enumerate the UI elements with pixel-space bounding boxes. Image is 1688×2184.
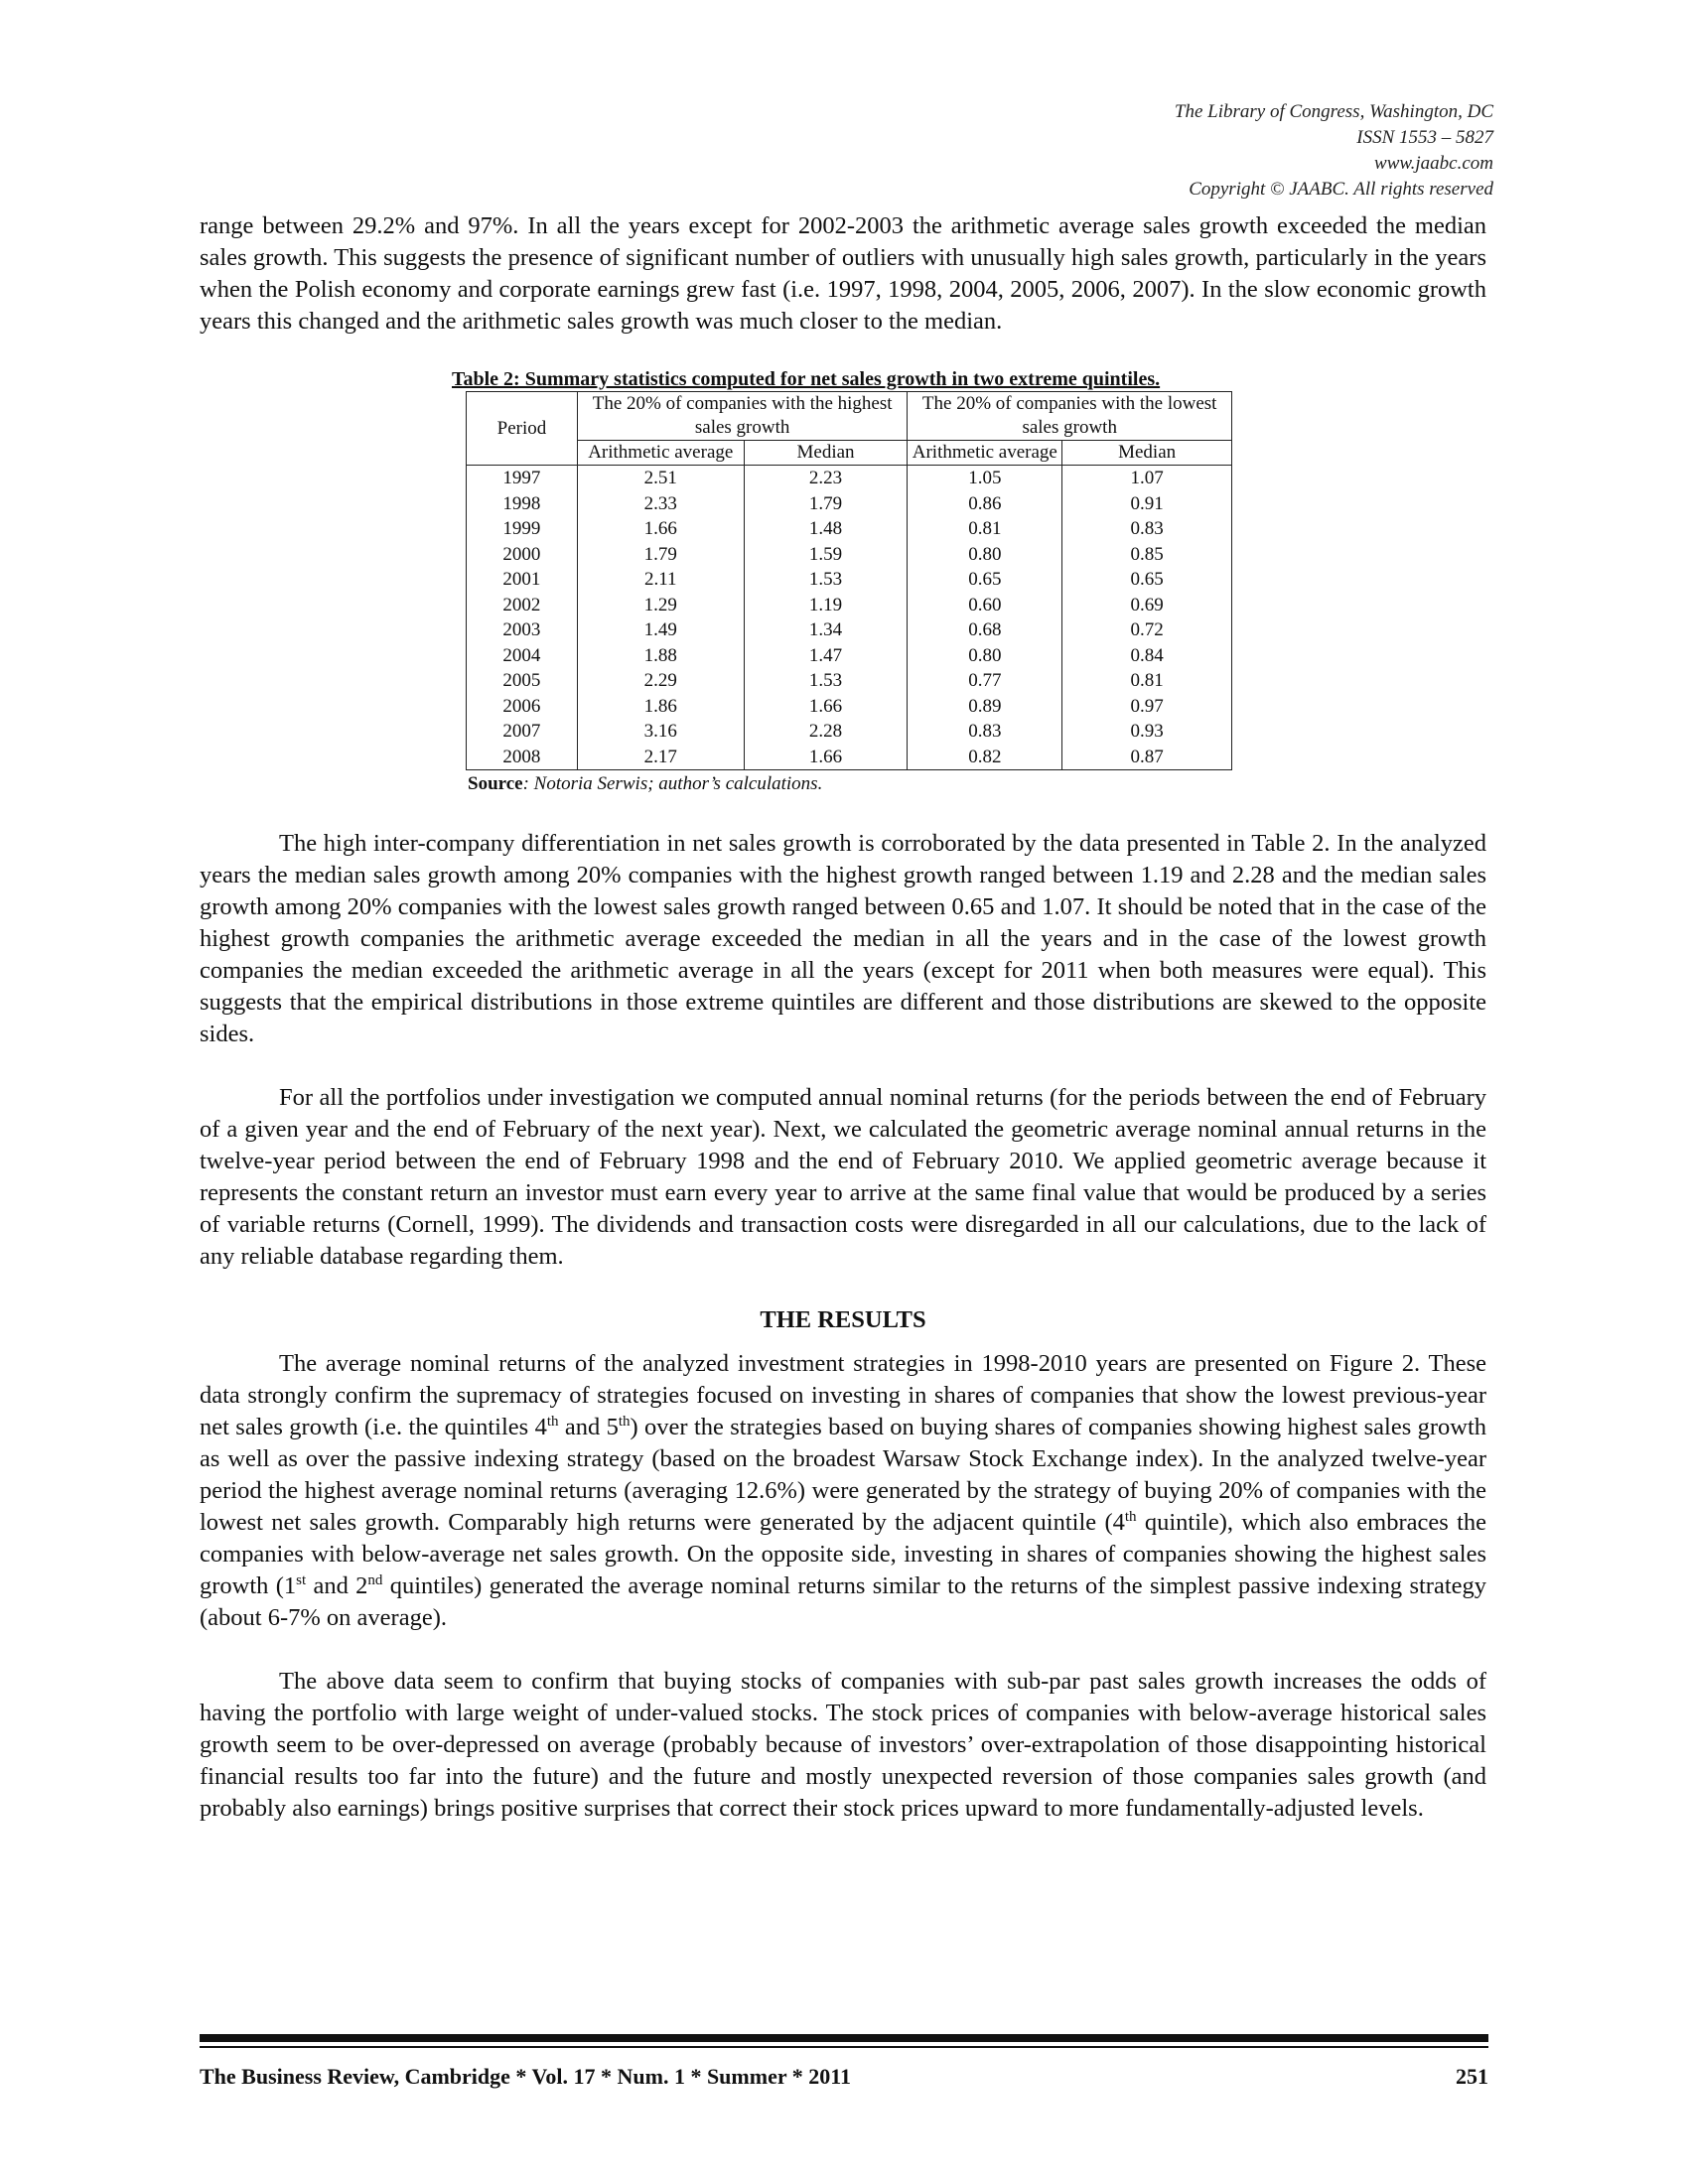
cell-high-arithmetic: 1.66 (577, 516, 744, 542)
superscript-ordinal: st (296, 1571, 307, 1588)
results-text-f: quintiles) generated the average nominal returns similar to the returns of the simplest passive indexing strategy (about 6-7% on average). (200, 1572, 1487, 1631)
cell-period: 2008 (467, 745, 578, 770)
cell-high-median: 1.66 (744, 745, 908, 770)
header-issn-line: ISSN 1553 – 5827 (1356, 127, 1493, 148)
table-row (467, 542, 1232, 568)
cell-low-median: 0.65 (1062, 567, 1232, 593)
footer-rule-thin (200, 2046, 1488, 2048)
cell-low-median: 0.69 (1062, 593, 1232, 618)
results-text-b: and 5 (558, 1414, 619, 1440)
page-number: 251 (1456, 2064, 1488, 2089)
paragraph-results (200, 1348, 1486, 1634)
cell-low-median: 0.97 (1062, 694, 1232, 720)
table-row (467, 516, 1232, 542)
cell-low-median: 0.85 (1062, 542, 1232, 568)
header-highest-growth-group: The 20% of companies with the highest sales growth (577, 392, 908, 441)
source-label: Source (468, 773, 523, 794)
cell-low-arithmetic: 0.81 (908, 516, 1062, 542)
table-caption: Table 2: Summary statistics computed for net sales growth in two extreme quintiles. (452, 368, 1161, 390)
superscript-ordinal: th (546, 1413, 559, 1430)
cell-low-median: 1.07 (1062, 466, 1232, 491)
paragraph-methodology: For all the portfolios under investigation we computed annual nominal returns (for the periods between the end of February of a given year and the end of February of the next year). Next, we calculated the geometric average nominal annual returns in the twelve-year period between the end of February 1998 and the end of February 2010. We applied geometric average because it represents the constant return an investor must earn every year to arrive at the same final value that would be produced by a series of variable returns (Cornell, 1999). The dividends and transaction costs were disregarded in all our calculations, due to the lack of any reliable database regarding them. (200, 1084, 1486, 1270)
table-body (467, 466, 1232, 770)
cell-period: 1998 (467, 491, 578, 517)
table-row (467, 593, 1232, 618)
cell-period: 2005 (467, 668, 578, 694)
table-row (467, 567, 1232, 593)
cell-low-arithmetic: 1.05 (908, 466, 1062, 491)
cell-low-median: 0.81 (1062, 668, 1232, 694)
cell-high-arithmetic: 1.88 (577, 643, 744, 669)
table-row (467, 668, 1232, 694)
cell-period: 1999 (467, 516, 578, 542)
cell-high-arithmetic: 3.16 (577, 719, 744, 745)
header-period: Period (467, 392, 578, 466)
cell-low-arithmetic: 0.83 (908, 719, 1062, 745)
cell-period: 2002 (467, 593, 578, 618)
cell-high-median: 1.53 (744, 567, 908, 593)
cell-period: 2006 (467, 694, 578, 720)
source-text: : Notoria Serwis; author’s calculations. (522, 773, 823, 794)
results-text-c: ) over the strategies based on buying shares of companies showing highest sales growth as well as over the passive indexing strategy (based on the broadest Warsaw Stock Exchange index). In the analyzed twelve-year period the highest average nominal returns (averaging 12.6%) were generated by the strategy of buying 20% of companies with the lowest net sales growth. Comparably high returns were generated by the adjacent quintile (4 (200, 1414, 1487, 1536)
cell-low-median: 0.84 (1062, 643, 1232, 669)
cell-period: 2004 (467, 643, 578, 669)
cell-high-median: 1.53 (744, 668, 908, 694)
table-2-block (450, 367, 1244, 796)
table-row (467, 466, 1232, 491)
cell-low-median: 0.72 (1062, 617, 1232, 643)
cell-high-median: 1.79 (744, 491, 908, 517)
cell-period: 1997 (467, 466, 578, 491)
cell-high-median: 1.47 (744, 643, 908, 669)
header-high-arithmetic-average: Arithmetic average (577, 441, 744, 466)
cell-high-arithmetic: 2.33 (577, 491, 744, 517)
section-heading-results: THE RESULTS (760, 1306, 926, 1333)
superscript-ordinal: th (618, 1413, 631, 1430)
footer-rule-thick (200, 2034, 1488, 2042)
table-row (467, 617, 1232, 643)
cell-high-arithmetic: 1.49 (577, 617, 744, 643)
cell-high-arithmetic: 1.86 (577, 694, 744, 720)
cell-high-arithmetic: 2.51 (577, 466, 744, 491)
paragraph-table-discussion: The high inter-company differentiation in net sales growth is corroborated by the data presented in Table 2. In the analyzed years the median sales growth among 20% companies with the highest growth ranged between 1.19 and 2.28 and the median sales growth among 20% companies with the lowest sales growth ranged between 0.65 and 1.07. It should be noted that in the case of the highest growth companies the arithmetic average exceeded the median in all the years and in the case of the lowest growth companies the median exceeded the arithmetic average in all the years (except for 2011 when both measures were equal). This suggests that the empirical distributions in those extreme quintiles are different and those distributions are skewed to the opposite sides. (200, 830, 1486, 1047)
results-text-a: The average nominal returns of the analyzed investment strategies in 1998-2010 years are presented on Figure 2. These data strongly confirm the supremacy of strategies focused on investing in shares of companies that show the lowest previous-year net sales growth (i.e. the quintiles 4 (200, 1350, 1486, 1440)
table-row (467, 719, 1232, 745)
cell-period: 2000 (467, 542, 578, 568)
cell-low-median: 0.93 (1062, 719, 1232, 745)
header-low-arithmetic-average: Arithmetic average (908, 441, 1062, 466)
cell-low-arithmetic: 0.65 (908, 567, 1062, 593)
cell-low-arithmetic: 0.89 (908, 694, 1062, 720)
cell-low-arithmetic: 0.77 (908, 668, 1062, 694)
cell-high-arithmetic: 1.79 (577, 542, 744, 568)
header-copyright-line: Copyright © JAABC. All rights reserved (1189, 179, 1493, 200)
paragraph-interpretation: The above data seem to confirm that buying stocks of companies with sub-par past sales growth increases the odds of having the portfolio with large weight of under-valued stocks. The stock prices of companies with below-average historical sales growth seem to be over-depressed on average (probably because of investors’ over-extrapolation of those disappointing historical financial results too far into the future) and the future and mostly unexpected reversion of those companies sales growth (and probably also earnings) brings positive surprises that correct their stock prices upward to more fundamentally-adjusted levels. (200, 1668, 1486, 1822)
results-text-e: and 2 (306, 1572, 368, 1599)
superscript-ordinal: th (1124, 1508, 1137, 1525)
cell-high-arithmetic: 2.29 (577, 668, 744, 694)
summary-statistics-table (466, 391, 1232, 770)
table-row (467, 694, 1232, 720)
cell-high-median: 1.19 (744, 593, 908, 618)
article-body (200, 210, 1486, 1825)
cell-high-median: 2.23 (744, 466, 908, 491)
cell-period: 2003 (467, 617, 578, 643)
cell-low-arithmetic: 0.86 (908, 491, 1062, 517)
cell-low-arithmetic: 0.80 (908, 542, 1062, 568)
header-lowest-growth-group: The 20% of companies with the lowest sales growth (908, 392, 1232, 441)
cell-high-median: 2.28 (744, 719, 908, 745)
cell-low-median: 0.83 (1062, 516, 1232, 542)
header-library-line: The Library of Congress, Washington, DC (1174, 101, 1493, 122)
header-low-median: Median (1062, 441, 1232, 466)
cell-low-median: 0.87 (1062, 745, 1232, 770)
cell-period: 2007 (467, 719, 578, 745)
table-row (467, 491, 1232, 517)
cell-low-arithmetic: 0.60 (908, 593, 1062, 618)
cell-high-median: 1.48 (744, 516, 908, 542)
header-high-median: Median (744, 441, 908, 466)
cell-low-arithmetic: 0.80 (908, 643, 1062, 669)
cell-high-median: 1.66 (744, 694, 908, 720)
cell-low-median: 0.91 (1062, 491, 1232, 517)
page-header (1175, 99, 1493, 203)
header-website-line: www.jaabc.com (1374, 153, 1493, 174)
cell-high-arithmetic: 2.17 (577, 745, 744, 770)
cell-high-median: 1.34 (744, 617, 908, 643)
superscript-ordinal: nd (367, 1571, 383, 1588)
cell-low-arithmetic: 0.68 (908, 617, 1062, 643)
cell-low-arithmetic: 0.82 (908, 745, 1062, 770)
results-text-d: quintile), which also embraces the companies with below-average net sales growth. On the opposite side, investing in shares of companies showing the highest sales growth (1 (200, 1509, 1487, 1599)
table-row (467, 745, 1232, 770)
table-row (467, 643, 1232, 669)
cell-high-arithmetic: 1.29 (577, 593, 744, 618)
cell-period: 2001 (467, 567, 578, 593)
cell-high-arithmetic: 2.11 (577, 567, 744, 593)
table-source (468, 772, 1244, 796)
paragraph-sales-growth-range: range between 29.2% and 97%. In all the years except for 2002-2003 the arithmetic average sales growth exceeded the median sales growth. This suggests the presence of significant number of outliers with unusually high sales growth, particularly in the years when the Polish economy and corporate earnings grew fast (i.e. 1997, 1998, 2004, 2005, 2006, 2007). In the slow economic growth years this changed and the arithmetic sales growth was much closer to the median. (200, 212, 1486, 335)
footer-journal-citation: The Business Review, Cambridge * Vol. 17 * Num. 1 * Summer * 2011 (200, 2064, 851, 2089)
cell-high-median: 1.59 (744, 542, 908, 568)
